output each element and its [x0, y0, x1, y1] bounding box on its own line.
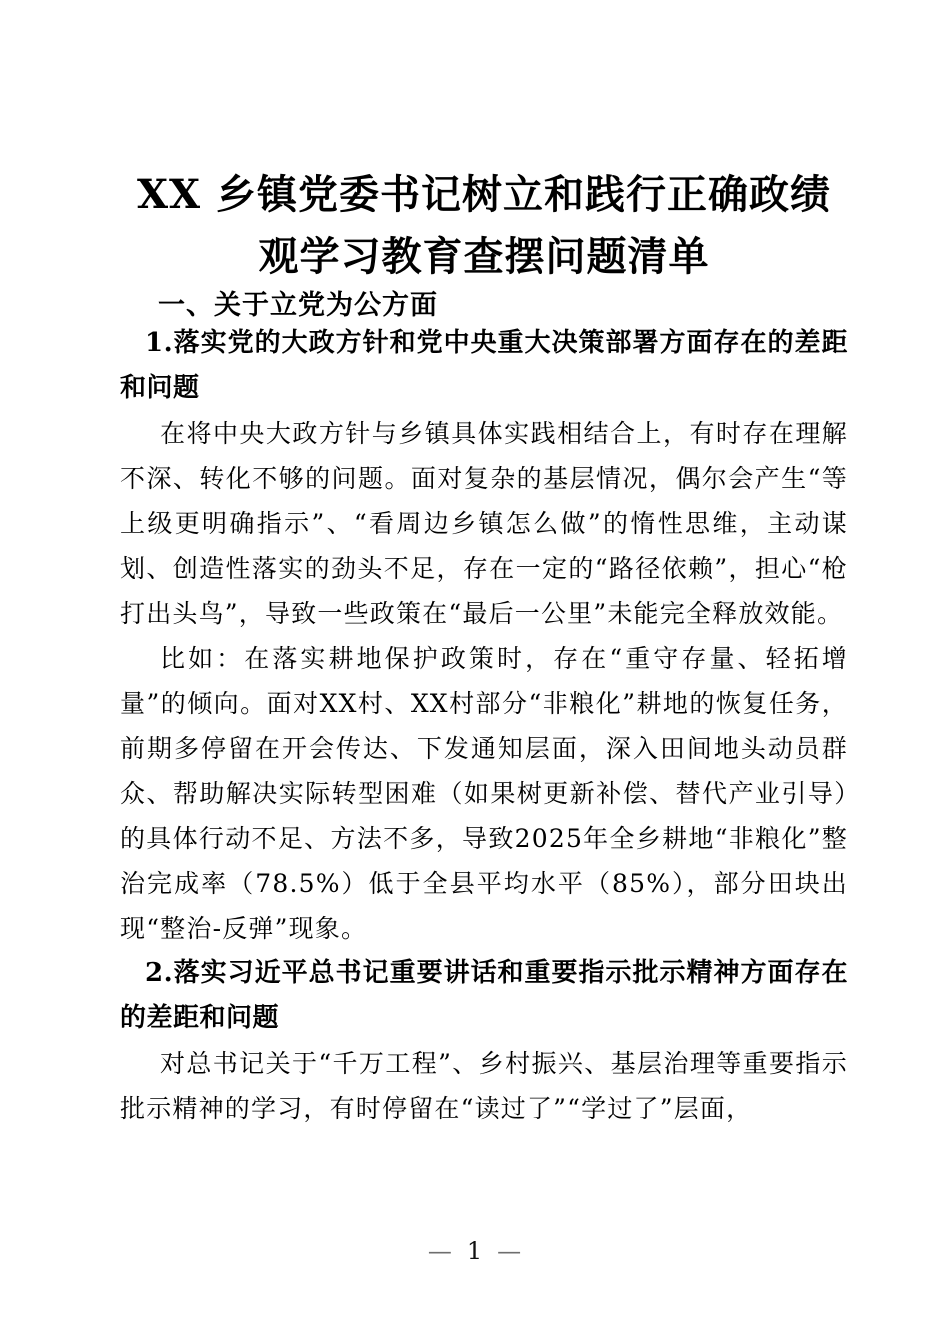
footer-left-dash: —	[427, 1237, 453, 1265]
item1-paragraph-2: 比如：在落实耕地保护政策时，存在“重守存量、轻拓增量”的倾向。面对XX村、XX村部分“非粮化”耕地的恢复任务，前期多停留在开会传达、下发通知层面，深入田间地头动员群众、帮助解决实际转型困难（如果树更新补偿、替代产业引导）的具体行动不足、方法不多，导致2025年全乡耕地“非粮化”整治完成率（78.5%）低于全县平均水平（85%），部分田块出现“整治-反弹”现象。	[120, 644, 848, 943]
document-title	[120, 164, 848, 288]
footer-right-dash: —	[497, 1237, 523, 1265]
item1-heading: 1.落实党的大政方针和党中央重大决策部署方面存在的差距和问题	[120, 328, 848, 403]
page-footer	[0, 1238, 950, 1264]
page-number: 1	[466, 1237, 484, 1265]
item2-paragraph-1: 对总书记关于“千万工程”、乡村振兴、基层治理等重要指示批示精神的学习，有时停留在“读过了”“学过了”层面，	[120, 1049, 848, 1123]
item1-paragraph-1: 在将中央大政方针与乡镇具体实践相结合上，有时存在理解不深、转化不够的问题。面对复杂的基层情况，偶尔会产生“等上级更明确指示”、“看周边乡镇怎么做”的惰性思维，主动谋划、创造性落实的劲头不足，存在一定的“路径依赖”，担心“枪打出头鸟”，导致一些政策在“最后一公里”未能完全释放效能。	[120, 419, 848, 628]
title-line-2: 观学习教育查摆问题清单	[258, 233, 710, 280]
section-one-heading: 一、关于立党为公方面	[158, 290, 438, 321]
item2-heading: 2.落实习近平总书记重要讲话和重要指示批示精神方面存在的差距和问题	[120, 958, 848, 1033]
title-line-1: XX 乡镇党委书记树立和践行正确政绩	[137, 171, 831, 218]
